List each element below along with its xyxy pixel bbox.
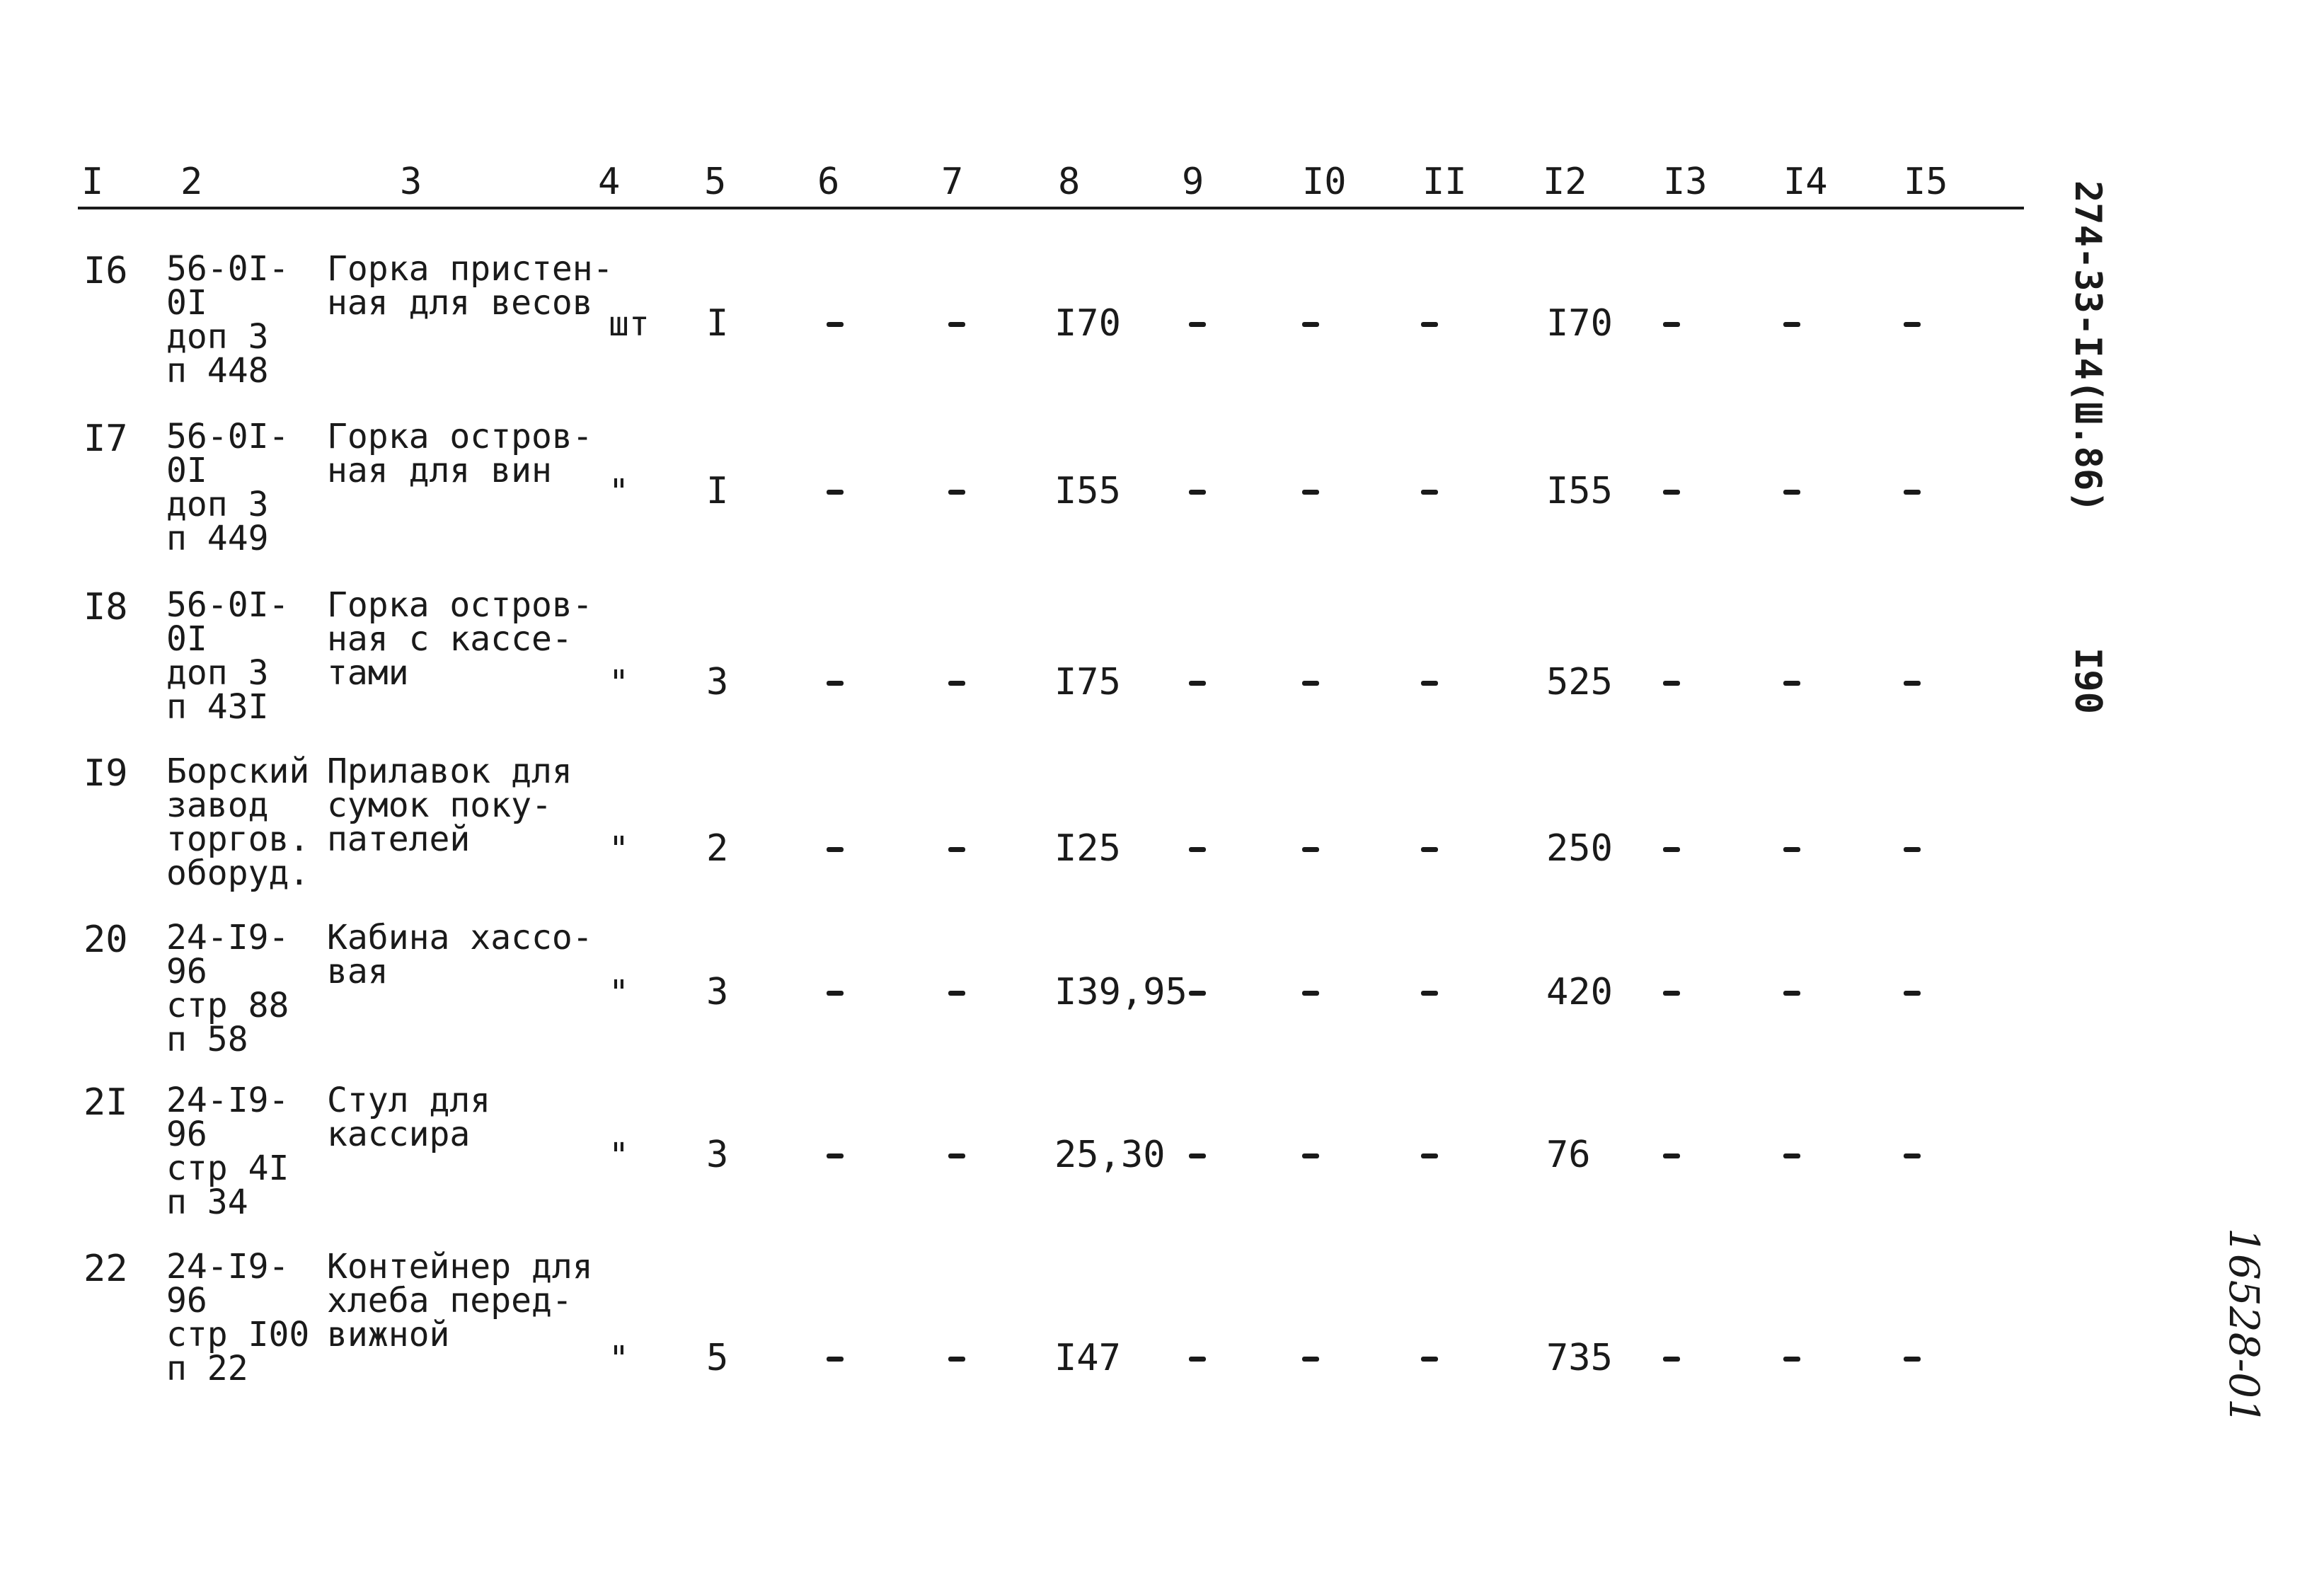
empty-dash-c13: [1663, 991, 1680, 996]
column-header-15: I5: [1904, 161, 1948, 203]
empty-dash-c9: [1189, 991, 1206, 996]
unit-of-measure: ": [609, 663, 629, 703]
empty-dash-c10: [1302, 490, 1319, 495]
empty-dash-c6: [827, 991, 844, 996]
empty-dash-c6: [827, 847, 844, 852]
empty-dash-c11: [1421, 1357, 1438, 1362]
total-amount: 525: [1546, 661, 1613, 703]
unit-price: I47: [1054, 1337, 1121, 1379]
empty-dash-c7: [948, 322, 965, 327]
empty-dash-c9: [1189, 322, 1206, 327]
item-name-line: ная для вин: [327, 451, 552, 490]
empty-dash-c7: [948, 490, 965, 495]
empty-dash-c7: [948, 991, 965, 996]
empty-dash-c10: [1302, 847, 1319, 852]
item-name-line: сумок поку-: [327, 786, 552, 825]
empty-dash-c11: [1421, 991, 1438, 996]
catalog-reference-line: п 22: [166, 1349, 248, 1388]
item-name-line: ная с кассе-: [327, 619, 573, 659]
empty-dash-c13: [1663, 681, 1680, 686]
catalog-reference-line: доп 3: [166, 317, 269, 357]
catalog-reference-line: завод: [166, 786, 269, 825]
row-number: 2I: [84, 1081, 128, 1124]
item-name-line: пателей: [327, 819, 471, 859]
catalog-reference-line: оборуд.: [166, 853, 310, 893]
catalog-reference-line: 24-I9-: [166, 918, 289, 957]
column-header-4: 4: [598, 161, 621, 203]
empty-dash-c7: [948, 1357, 965, 1362]
unit-price: I70: [1054, 302, 1121, 345]
item-name-line: Кабина хассо-: [327, 918, 593, 957]
empty-dash-c14: [1783, 991, 1800, 996]
quantity: 2: [706, 827, 729, 870]
empty-dash-c6: [827, 322, 844, 327]
column-header-10: I0: [1302, 161, 1347, 203]
total-amount: 76: [1546, 1134, 1591, 1176]
handwritten-number: 16528-01: [2220, 1228, 2268, 1425]
column-header-1: I: [81, 161, 104, 203]
column-header-2: 2: [180, 161, 203, 203]
column-header-5: 5: [704, 161, 727, 203]
catalog-reference-line: 96: [166, 1281, 207, 1321]
empty-dash-c13: [1663, 490, 1680, 495]
item-name-line: хлеба перед-: [327, 1281, 573, 1321]
empty-dash-c6: [827, 1153, 844, 1158]
header-underline: [78, 207, 2024, 209]
unit-price: I75: [1054, 661, 1121, 703]
empty-dash-c6: [827, 490, 844, 495]
unit-of-measure: шт: [609, 304, 650, 344]
catalog-reference-line: п 58: [166, 1020, 248, 1059]
quantity: 3: [706, 971, 729, 1013]
item-name-line: тами: [327, 653, 409, 693]
empty-dash-c14: [1783, 847, 1800, 852]
total-amount: 735: [1546, 1337, 1613, 1379]
item-name-line: Горка остров-: [327, 417, 593, 456]
document-code: 274-33-I4(Ш.86): [2066, 180, 2109, 513]
catalog-reference-line: 56-0I-: [166, 249, 289, 289]
row-number: 22: [84, 1248, 128, 1290]
empty-dash-c15: [1904, 681, 1921, 686]
column-header-13: I3: [1663, 161, 1708, 203]
unit-of-measure: ": [609, 973, 629, 1013]
catalog-reference-line: п 449: [166, 519, 269, 558]
empty-dash-c10: [1302, 322, 1319, 327]
empty-dash-c11: [1421, 681, 1438, 686]
empty-dash-c13: [1663, 322, 1680, 327]
empty-dash-c14: [1783, 681, 1800, 686]
catalog-reference-line: доп 3: [166, 485, 269, 524]
row-number: I8: [84, 586, 128, 628]
empty-dash-c11: [1421, 847, 1438, 852]
catalog-reference-line: п 34: [166, 1183, 248, 1222]
empty-dash-c9: [1189, 681, 1206, 686]
item-name-line: Горка остров-: [327, 585, 593, 625]
catalog-reference-line: стр 4I: [166, 1149, 289, 1188]
catalog-reference-line: 56-0I-: [166, 417, 289, 456]
catalog-reference-line: п 43I: [166, 687, 269, 727]
column-header-8: 8: [1058, 161, 1081, 203]
empty-dash-c7: [948, 1153, 965, 1158]
empty-dash-c10: [1302, 1153, 1319, 1158]
empty-dash-c15: [1904, 991, 1921, 996]
unit-price: I55: [1054, 470, 1121, 512]
column-header-6: 6: [817, 161, 840, 203]
unit-price: I39,95: [1054, 971, 1187, 1013]
unit-of-measure: ": [609, 1339, 629, 1379]
total-amount: 420: [1546, 971, 1613, 1013]
quantity: 3: [706, 1134, 729, 1176]
total-amount: I55: [1546, 470, 1613, 512]
empty-dash-c15: [1904, 1357, 1921, 1362]
catalog-reference-line: 56-0I-: [166, 585, 289, 625]
empty-dash-c6: [827, 681, 844, 686]
empty-dash-c7: [948, 847, 965, 852]
column-header-12: I2: [1543, 161, 1587, 203]
column-header-7: 7: [941, 161, 964, 203]
item-name-line: кассира: [327, 1115, 471, 1154]
empty-dash-c14: [1783, 490, 1800, 495]
column-header-9: 9: [1182, 161, 1204, 203]
catalog-reference-line: 24-I9-: [166, 1081, 289, 1120]
empty-dash-c14: [1783, 322, 1800, 327]
column-header-3: 3: [400, 161, 422, 203]
unit-price: 25,30: [1054, 1134, 1166, 1176]
catalog-reference-line: п 448: [166, 351, 269, 391]
empty-dash-c9: [1189, 1357, 1206, 1362]
empty-dash-c14: [1783, 1153, 1800, 1158]
item-name-line: вижной: [327, 1315, 450, 1354]
catalog-reference-line: 24-I9-: [166, 1247, 289, 1287]
row-number: I6: [84, 250, 128, 292]
empty-dash-c15: [1904, 847, 1921, 852]
column-header-11: II: [1422, 161, 1467, 203]
catalog-reference-line: Борский: [166, 752, 310, 791]
unit-of-measure: ": [609, 472, 629, 512]
catalog-reference-line: стр 88: [166, 986, 289, 1025]
empty-dash-c13: [1663, 1357, 1680, 1362]
empty-dash-c9: [1189, 490, 1206, 495]
total-amount: 250: [1546, 827, 1613, 870]
item-name-line: Контейнер для: [327, 1247, 593, 1287]
empty-dash-c10: [1302, 681, 1319, 686]
empty-dash-c14: [1783, 1357, 1800, 1362]
empty-dash-c15: [1904, 322, 1921, 327]
catalog-reference-line: торгов.: [166, 819, 310, 859]
empty-dash-c13: [1663, 1153, 1680, 1158]
item-name-line: Горка пристен-: [327, 249, 614, 289]
catalog-reference-line: 0I: [166, 283, 207, 323]
catalog-reference-line: 0I: [166, 451, 207, 490]
column-header-14: I4: [1783, 161, 1828, 203]
unit-price: I25: [1054, 827, 1121, 870]
quantity: 3: [706, 661, 729, 703]
quantity: I: [706, 302, 729, 345]
row-number: I9: [84, 752, 128, 795]
unit-of-measure: ": [609, 829, 629, 869]
empty-dash-c13: [1663, 847, 1680, 852]
quantity: I: [706, 470, 729, 512]
empty-dash-c11: [1421, 1153, 1438, 1158]
catalog-reference-line: 96: [166, 952, 207, 991]
empty-dash-c15: [1904, 1153, 1921, 1158]
total-amount: I70: [1546, 302, 1613, 345]
empty-dash-c7: [948, 681, 965, 686]
catalog-reference-line: 0I: [166, 619, 207, 659]
item-name-line: Стул для: [327, 1081, 491, 1120]
page-number: I90: [2066, 648, 2109, 714]
quantity: 5: [706, 1337, 729, 1379]
item-name-line: вая: [327, 952, 389, 991]
item-name-line: Прилавок для: [327, 752, 573, 791]
empty-dash-c9: [1189, 1153, 1206, 1158]
row-number: 20: [84, 919, 128, 961]
empty-dash-c15: [1904, 490, 1921, 495]
empty-dash-c10: [1302, 1357, 1319, 1362]
empty-dash-c11: [1421, 490, 1438, 495]
row-number: I7: [84, 418, 128, 460]
item-name-line: ная для весов: [327, 283, 593, 323]
catalog-reference-line: доп 3: [166, 653, 269, 693]
empty-dash-c6: [827, 1357, 844, 1362]
empty-dash-c9: [1189, 847, 1206, 852]
catalog-reference-line: стр I00: [166, 1315, 310, 1354]
empty-dash-c11: [1421, 322, 1438, 327]
empty-dash-c10: [1302, 991, 1319, 996]
catalog-reference-line: 96: [166, 1115, 207, 1154]
unit-of-measure: ": [609, 1136, 629, 1175]
